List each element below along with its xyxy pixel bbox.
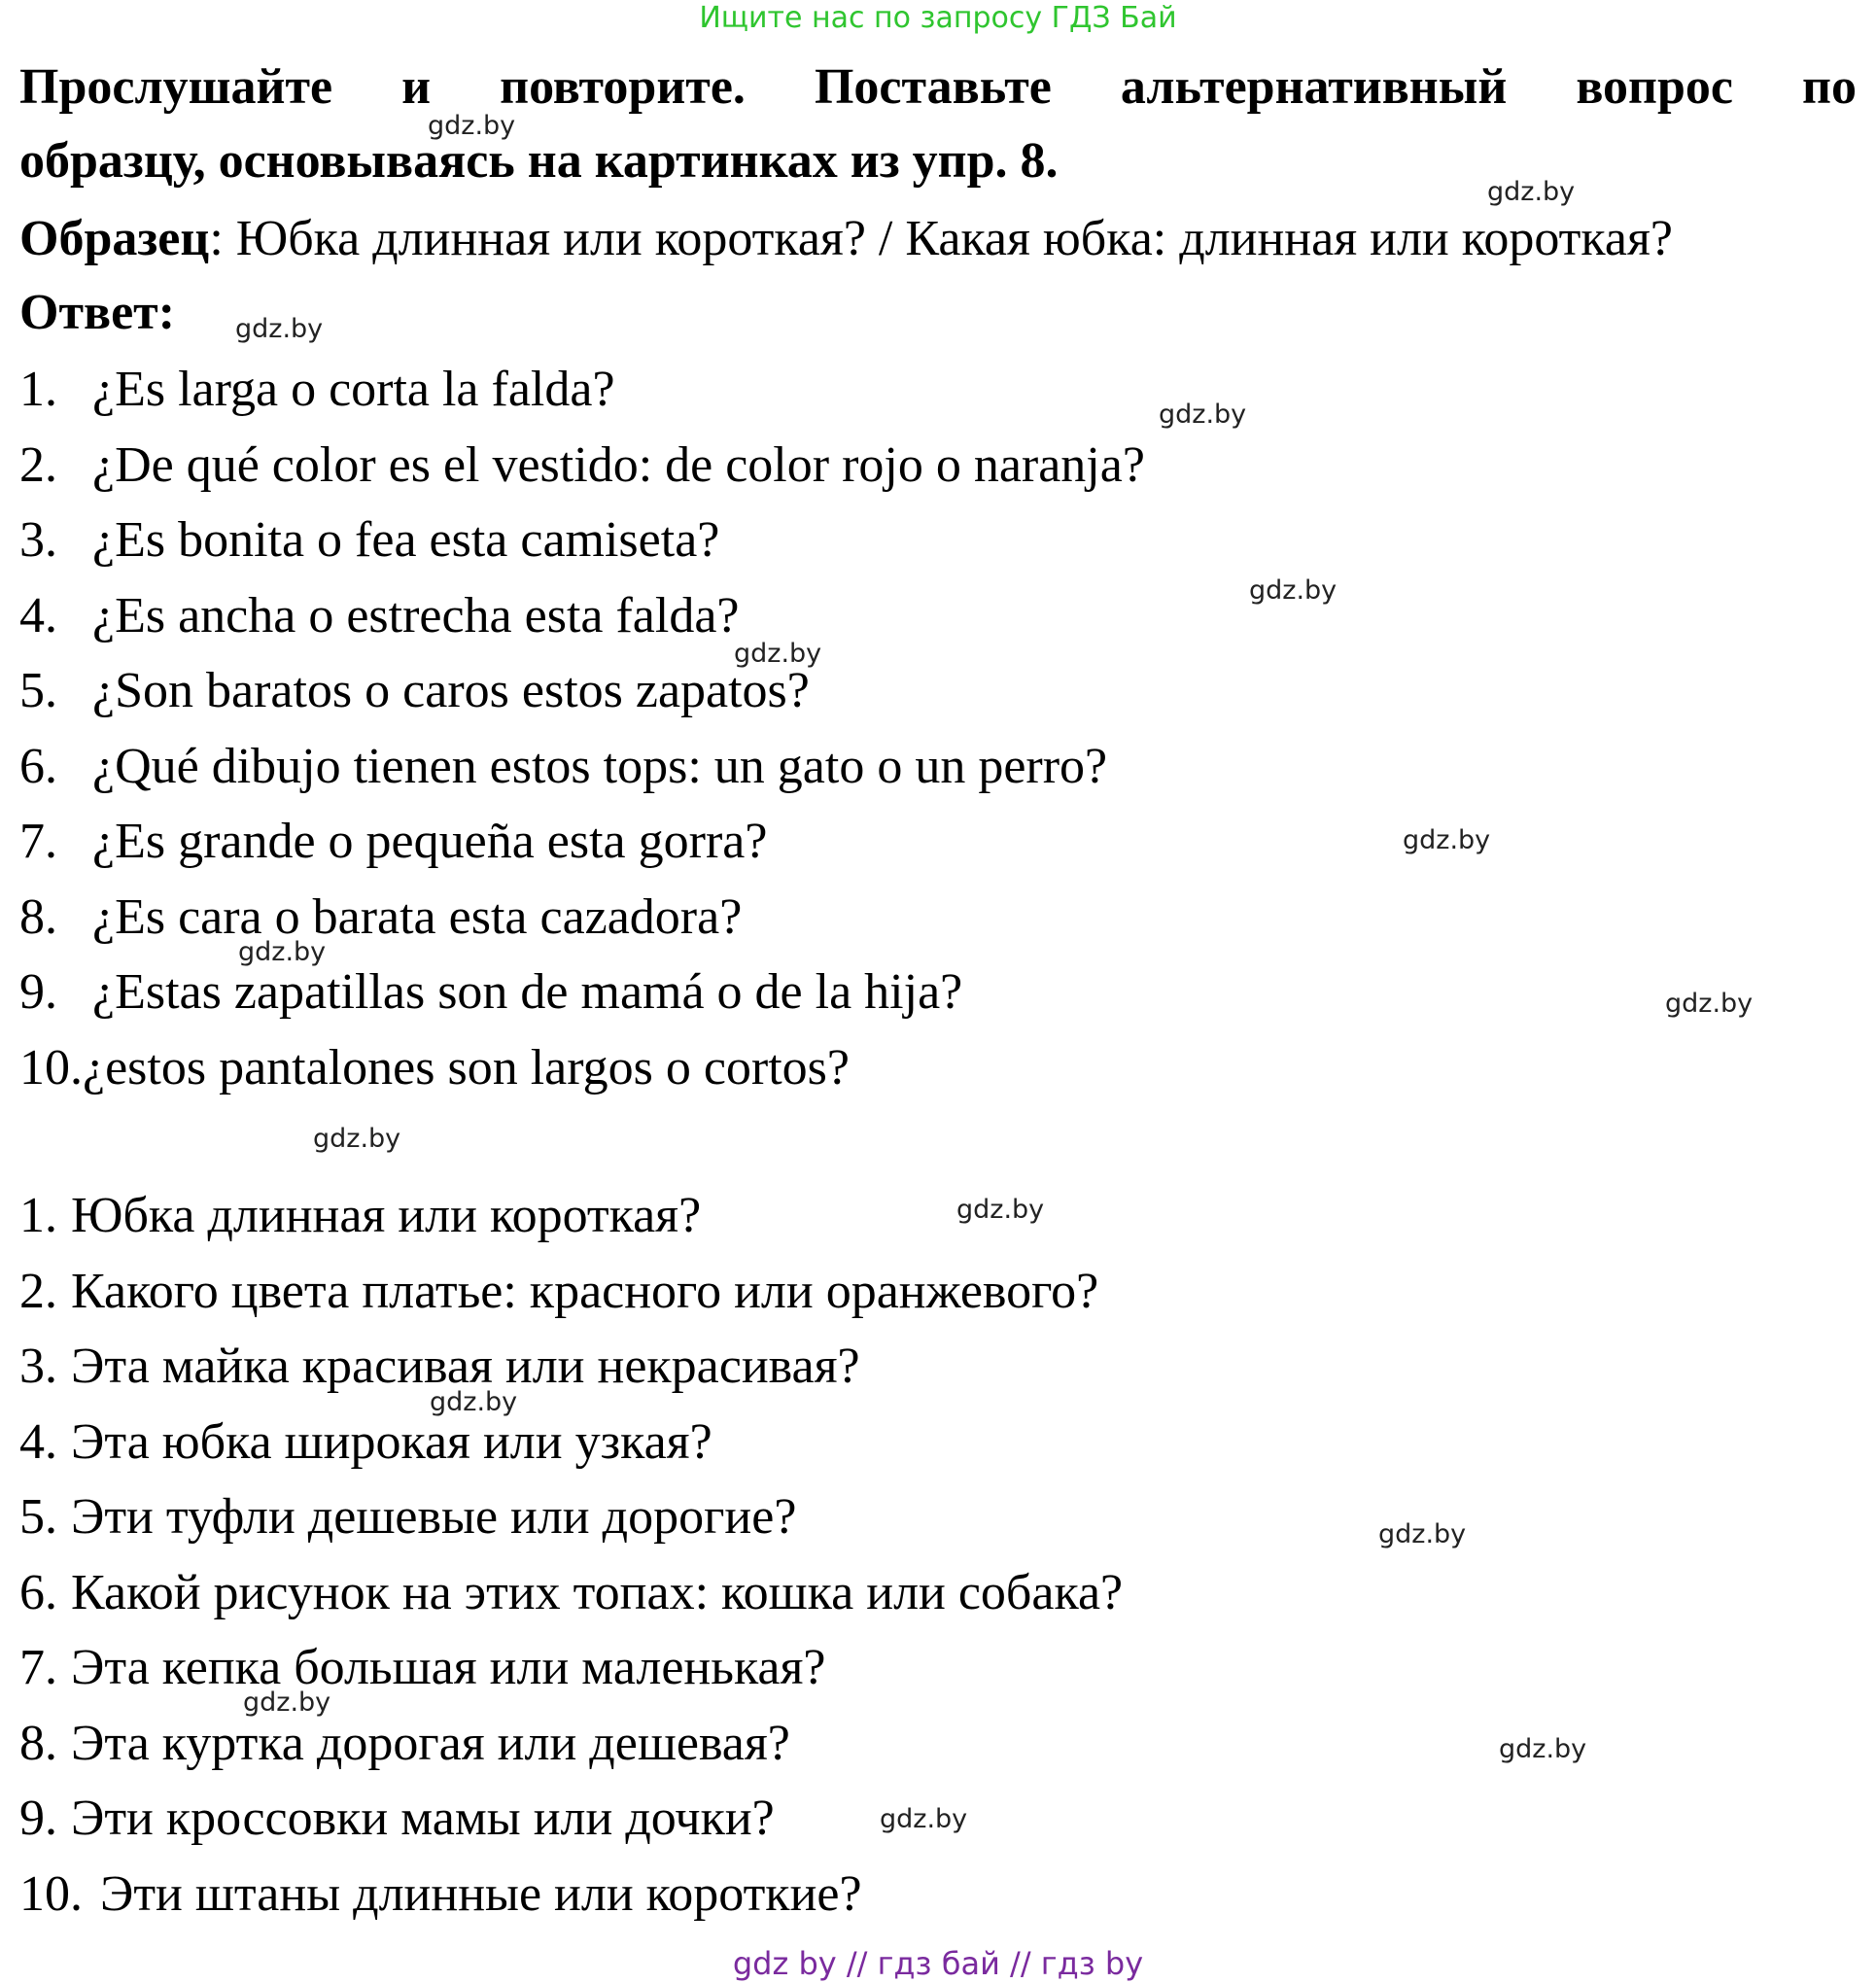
item-text: ¿Son baratos o caros estos zapatos? bbox=[92, 663, 810, 718]
item-text: ¿Es larga o corta la falda? bbox=[92, 362, 615, 417]
list-item bbox=[19, 1030, 1847, 1106]
item-number: 3. bbox=[19, 1339, 57, 1394]
item-text: ¿estos pantalones son largos o cortos? bbox=[83, 1039, 850, 1096]
item-text: ¿De qué color es el vestido: de color rojo o naranja? bbox=[92, 436, 1145, 493]
item-number: 10. bbox=[19, 1039, 83, 1096]
item-text: Эта куртка дорогая или дешевая? bbox=[71, 1715, 790, 1771]
watermark: gdz.by bbox=[313, 1124, 401, 1154]
item-number: 4. bbox=[19, 1413, 57, 1470]
watermark: gdz.by bbox=[1665, 989, 1754, 1019]
item-text: Какой рисунок на этих топах: кошка или собака? bbox=[71, 1564, 1124, 1620]
list-item bbox=[19, 1329, 1847, 1405]
task-instruction-line-2: образцу, основываясь на картинках из упр. 8. bbox=[19, 133, 1059, 189]
item-text: Эта кепка большая или маленькая? bbox=[71, 1640, 826, 1695]
item-number: 3. bbox=[19, 512, 57, 568]
item-text: Юбка длинная или короткая? bbox=[71, 1188, 702, 1243]
list-item bbox=[19, 1857, 1847, 1932]
item-text: ¿Es cara o barata esta cazadora? bbox=[92, 888, 743, 945]
spanish-answer-list bbox=[19, 352, 1847, 1105]
watermark: gdz.by bbox=[1403, 825, 1491, 855]
item-number: 10. bbox=[19, 1865, 83, 1922]
list-item bbox=[19, 352, 1847, 428]
answer-label: Ответ: bbox=[19, 285, 176, 340]
watermark: gdz.by bbox=[956, 1195, 1045, 1225]
watermark: gdz.by bbox=[880, 1804, 968, 1834]
item-text: ¿Es ancha o estrecha esta falda? bbox=[92, 587, 740, 644]
item-text: Эти туфли дешевые или дорогие? bbox=[71, 1489, 797, 1545]
item-number: 4. bbox=[19, 587, 57, 644]
watermark: gdz.by bbox=[235, 314, 324, 344]
item-number: 6. bbox=[19, 1564, 57, 1620]
item-text: Какого цвета платье: красного или оранжевого? bbox=[71, 1263, 1099, 1319]
watermark: gdz.by bbox=[243, 1687, 331, 1718]
watermark: gdz.by bbox=[238, 937, 327, 967]
watermark: gdz.by bbox=[1499, 1734, 1587, 1764]
item-number: 2. bbox=[19, 436, 57, 493]
item-number: 8. bbox=[19, 888, 57, 945]
list-item bbox=[19, 1555, 1847, 1631]
list-item bbox=[19, 804, 1847, 880]
list-item bbox=[19, 575, 1847, 654]
sample-label: Образец bbox=[19, 211, 210, 266]
item-number: 1. bbox=[19, 362, 57, 417]
list-item bbox=[19, 1405, 1847, 1480]
item-number: 2. bbox=[19, 1263, 57, 1319]
footer-watermark: gdz by // гдз бай // гдз by bbox=[732, 1945, 1144, 1982]
sample-line bbox=[19, 202, 1866, 276]
watermark: gdz.by bbox=[430, 1387, 518, 1417]
list-item bbox=[19, 729, 1847, 805]
task-instruction-line-1: Прослушайте и повторите. Поставьте альтернативный вопрос по bbox=[19, 59, 1857, 115]
list-item bbox=[19, 503, 1847, 578]
sample-text: : Юбка длинная или короткая? / Какая юбка: длинная или короткая? bbox=[209, 211, 1673, 266]
item-number: 5. bbox=[19, 663, 57, 718]
watermark: gdz.by bbox=[428, 111, 516, 141]
item-text: Эти штаны длинные или короткие? bbox=[100, 1865, 862, 1922]
list-item bbox=[19, 428, 1847, 504]
item-number: 9. bbox=[19, 964, 57, 1020]
item-number: 7. bbox=[19, 814, 57, 869]
item-text: ¿Estas zapatillas son de mamá o de la hija? bbox=[92, 964, 963, 1020]
item-number: 9. bbox=[19, 1791, 57, 1846]
search-hint-banner: Ищите нас по запросу ГДЗ Бай bbox=[699, 1, 1177, 35]
item-text: Эта майка красивая или некрасивая? bbox=[71, 1339, 860, 1394]
item-text: Эти кроссовки мамы или дочки? bbox=[71, 1791, 775, 1846]
item-text: ¿Qué dibujo tienen estos tops: un gato o un perro? bbox=[92, 738, 1108, 794]
watermark: gdz.by bbox=[734, 639, 822, 669]
watermark: gdz.by bbox=[1249, 575, 1338, 606]
item-number: 7. bbox=[19, 1640, 57, 1695]
item-text: ¿Es grande o pequeña esta gorra? bbox=[92, 814, 768, 869]
list-item bbox=[19, 1254, 1847, 1330]
watermark: gdz.by bbox=[1159, 400, 1247, 430]
list-item bbox=[19, 653, 1847, 729]
list-item bbox=[19, 1479, 1847, 1555]
item-number: 1. bbox=[19, 1188, 57, 1243]
item-text: Эта юбка широкая или узкая? bbox=[71, 1413, 712, 1470]
watermark: gdz.by bbox=[1378, 1519, 1467, 1549]
item-number: 5. bbox=[19, 1489, 57, 1545]
watermark: gdz.by bbox=[1487, 177, 1576, 207]
list-item bbox=[19, 1178, 1847, 1254]
item-number: 6. bbox=[19, 738, 57, 794]
item-text: ¿Es bonita o fea esta camiseta? bbox=[92, 512, 720, 568]
item-number: 8. bbox=[19, 1715, 57, 1771]
